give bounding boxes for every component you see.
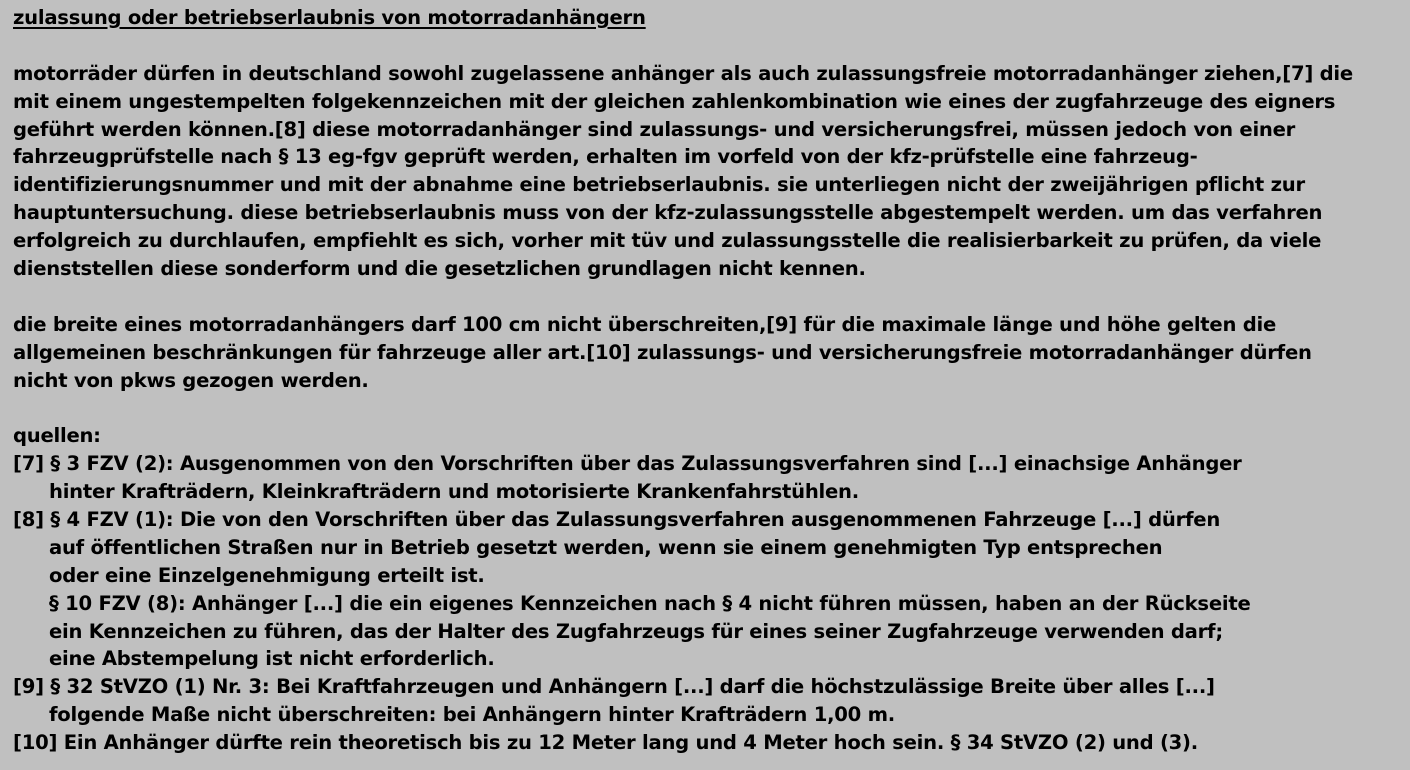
spacer (13, 394, 1410, 422)
source-line: oder eine Einzelgenehmigung erteilt ist. (49, 563, 485, 587)
text-line: identifizierungsnummer und mit der abnahme eine betriebserlaubnis. sie unterliegen nicht der zweijährigen pflicht zur (13, 173, 1305, 197)
page-title: zulassung oder betriebserlaubnis von motorradanhängern (13, 6, 646, 29)
source-line: [9] § 32 StVZO (1) Nr. 3: Bei Kraftfahrzeugen und Anhängern [...] darf die höchstzulässige Breite über alles [...] (13, 675, 1215, 699)
sources-section (13, 422, 1410, 757)
text-line: fahrzeugprüfstelle nach § 13 eg-fgv geprüft werden, erhalten im vorfeld von der kfz-prüfstelle eine fahrzeug- (13, 145, 1198, 169)
text-line: hauptuntersuchung. diese betriebserlaubnis muss von der kfz-zulassungsstelle abgestempelt werden. um das verfahren (13, 201, 1323, 225)
source-line: ein Kennzeichen zu führen, das der Halter des Zugfahrzeugs für eines seiner Zugfahrzeuge verwenden darf; (49, 619, 1223, 643)
text-line: die breite eines motorradanhängers darf 100 cm nicht überschreiten,[9] für die maximale länge und höhe gelten die (13, 312, 1277, 336)
source-line: § 10 FZV (8): Anhänger [...] die ein eigenes Kennzeichen nach § 4 nicht führen müssen, haben an der Rückseite (49, 591, 1251, 615)
text-line: nicht von pkws gezogen werden. (13, 368, 369, 392)
text-line: geführt werden können.[8] diese motorradanhänger sind zulassungs- und versicherungsfrei, müssen jedoch von einer (13, 117, 1296, 141)
spacer (13, 32, 1410, 60)
paragraph-1 (13, 60, 1410, 283)
text-line: dienststellen diese sonderform und die gesetzlichen grundlagen nicht kennen. (13, 257, 866, 281)
source-line: [7] § 3 FZV (2): Ausgenommen von den Vorschriften über das Zulassungsverfahren sind [...] einachsige Anhänger (13, 452, 1242, 476)
source-line: hinter Krafträdern, Kleinkrafträdern und motorisierte Krankenfahrstühlen. (49, 480, 859, 504)
source-line: eine Abstempelung ist nicht erforderlich. (49, 647, 495, 671)
text-line: erfolgreich zu durchlaufen, empfiehlt es sich, vorher mit tüv und zulassungsstelle die realisierbarkeit zu prüfen, da viele (13, 229, 1322, 253)
source-line: [10] Ein Anhänger dürfte rein theoretisch bis zu 12 Meter lang und 4 Meter hoch sein. § 34 StVZO (2) und (3). (13, 731, 1198, 755)
text-line: mit einem ungestempelten folgekennzeichen mit der gleichen zahlenkombination wie eines der zugfahrzeuge des eigners (13, 89, 1336, 113)
source-line: [8] § 4 FZV (1): Die von den Vorschriften über das Zulassungsverfahren ausgenommenen Fahrzeuge [...] dürfen (13, 508, 1221, 532)
paragraph-2 (13, 311, 1410, 395)
text-line: motorräder dürfen in deutschland sowohl zugelassene anhänger als auch zulassungsfreie motorradanhänger ziehen,[7] die (13, 61, 1353, 85)
source-line: folgende Maße nicht überschreiten: bei Anhängern hinter Krafträdern 1,00 m. (49, 703, 895, 727)
sources-heading: quellen: (13, 424, 101, 448)
source-line: auf öffentlichen Straßen nur in Betrieb gesetzt werden, wenn sie einem genehmigten Typ entsprechen (49, 535, 1163, 559)
spacer (13, 283, 1410, 311)
text-line: allgemeinen beschränkungen für fahrzeuge aller art.[10] zulassungs- und versicherungsfreie motorradanhänger dürfen (13, 340, 1312, 364)
